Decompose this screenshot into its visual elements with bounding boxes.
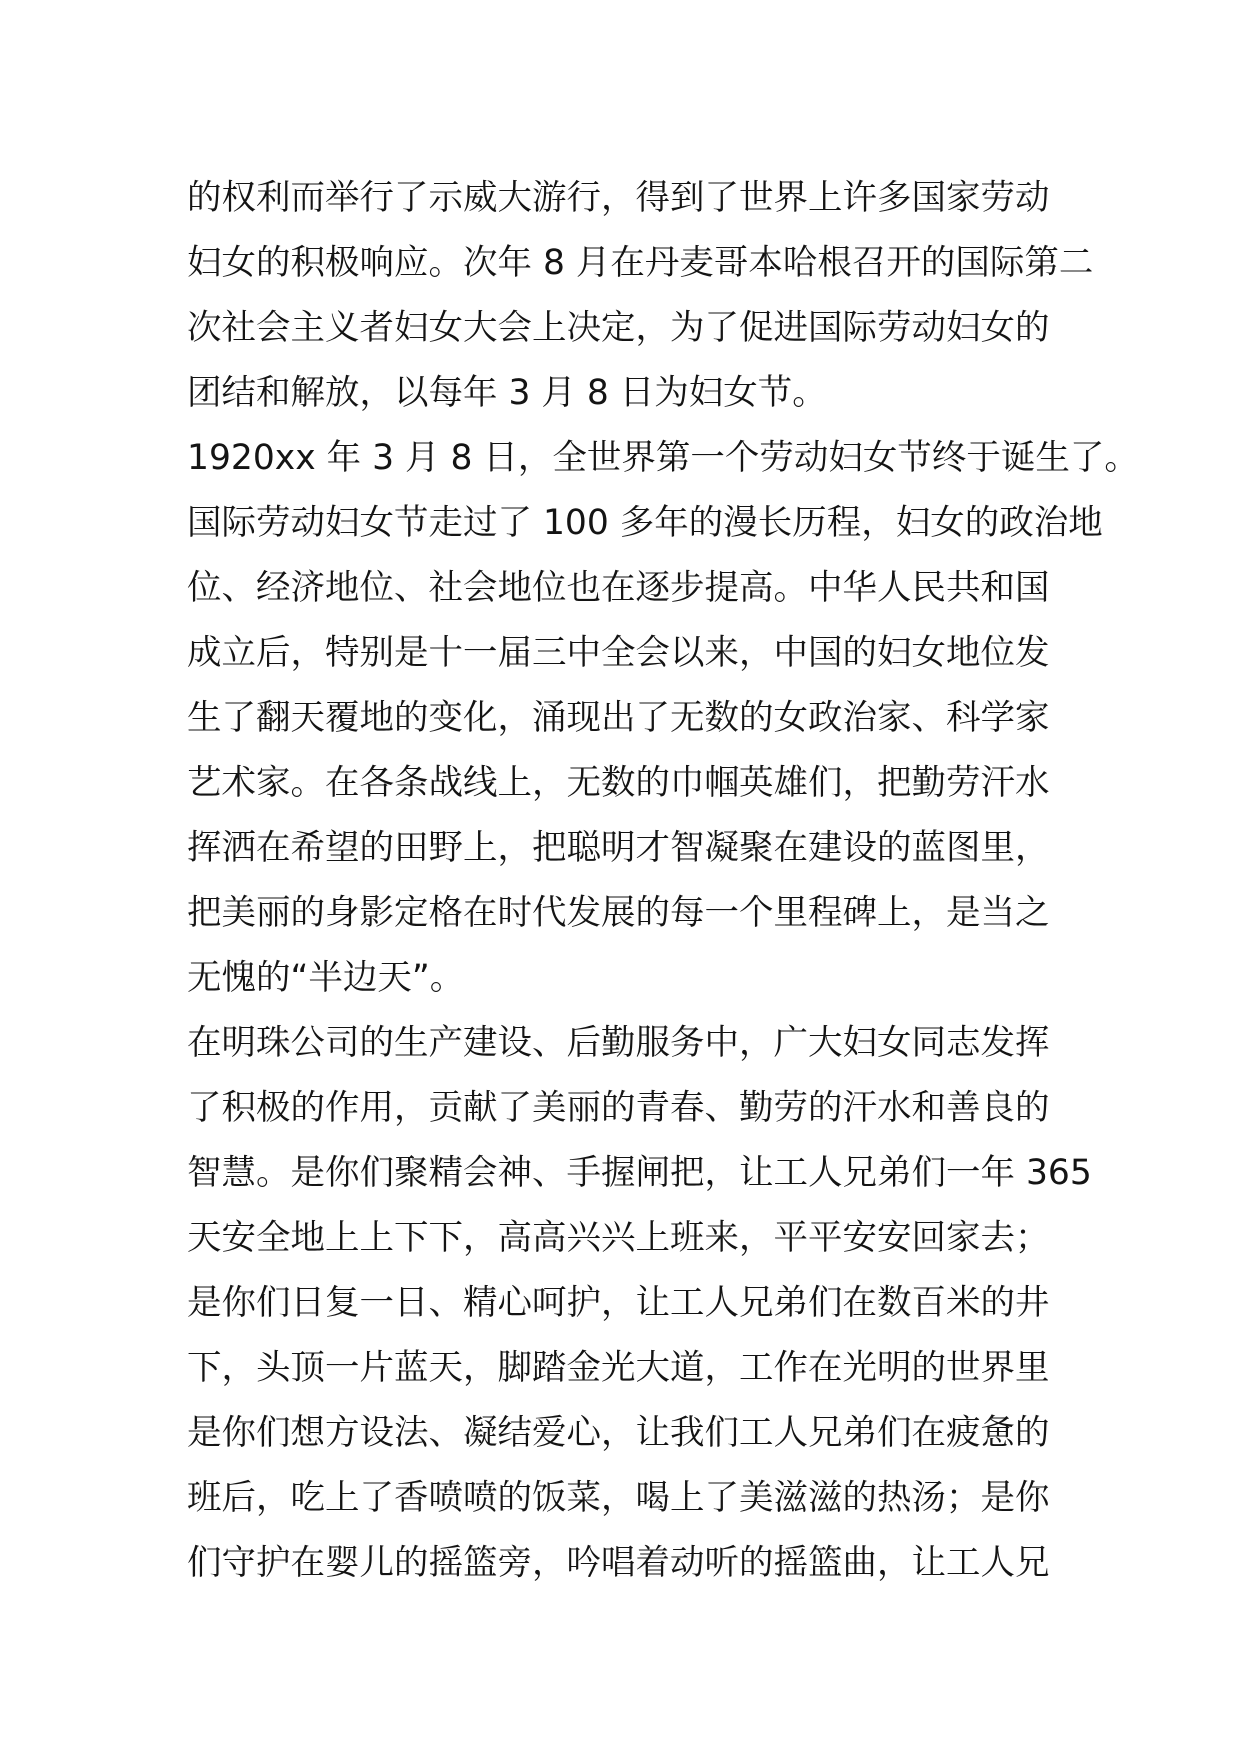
text-line-15: 了积极的作用，贡献了美丽的青春、勤劳的汗水和善良的 bbox=[187, 1088, 1050, 1128]
text-line-21: 班后，吃上了香喷喷的饭菜，喝上了美滋滋的热汤；是你 bbox=[187, 1478, 1050, 1518]
text-line-16: 智慧。是你们聚精会神、手握闸把，让工人兄弟们一年 365 bbox=[187, 1153, 1092, 1193]
text-line-2: 妇女的积极响应。次年 8 月在丹麦哥本哈根召开的国际第二 bbox=[187, 243, 1094, 283]
text-line-20: 是你们想方设法、凝结爱心，让我们工人兄弟们在疲惫的 bbox=[187, 1413, 1050, 1453]
text-line-5: 1920xx 年 3 月 8 日，全世界第一个劳动妇女节终于诞生了。 bbox=[187, 438, 1139, 478]
text-line-3: 次社会主义者妇女大会上决定，为了促进国际劳动妇女的 bbox=[187, 308, 1050, 348]
text-line-14: 在明珠公司的生产建设、后勤服务中，广大妇女同志发挥 bbox=[187, 1023, 1050, 1063]
text-line-13: 无愧的“半边天”。 bbox=[187, 958, 465, 998]
text-line-22: 们守护在婴儿的摇篮旁，吟唱着动听的摇篮曲，让工人兄 bbox=[187, 1543, 1050, 1583]
text-line-12: 把美丽的身影定格在时代发展的每一个里程碑上，是当之 bbox=[187, 893, 1050, 933]
text-line-4: 团结和解放，以每年 3 月 8 日为妇女节。 bbox=[187, 373, 827, 413]
text-line-18: 是你们日复一日、精心呵护，让工人兄弟们在数百米的井 bbox=[187, 1283, 1050, 1323]
text-line-11: 挥洒在希望的田野上，把聪明才智凝聚在建设的蓝图里， bbox=[187, 828, 1050, 868]
text-line-7: 位、经济地位、社会地位也在逐步提高。中华人民共和国 bbox=[187, 568, 1050, 608]
text-line-1: 的权利而举行了示威大游行，得到了世界上许多国家劳动 bbox=[187, 178, 1050, 218]
text-line-6: 国际劳动妇女节走过了 100 多年的漫长历程，妇女的政治地 bbox=[187, 503, 1103, 543]
text-line-9: 生了翻天覆地的变化，涌现出了无数的女政治家、科学家 bbox=[187, 698, 1050, 738]
text-line-8: 成立后，特别是十一届三中全会以来，中国的妇女地位发 bbox=[187, 633, 1050, 673]
text-line-19: 下，头顶一片蓝天，脚踏金光大道，工作在光明的世界里 bbox=[187, 1348, 1050, 1388]
text-line-17: 天安全地上上下下，高高兴兴上班来，平平安安回家去； bbox=[187, 1218, 1050, 1258]
body-text bbox=[187, 166, 1139, 1596]
text-line-10: 艺术家。在各条战线上，无数的巾帼英雄们，把勤劳汗水 bbox=[187, 763, 1050, 803]
